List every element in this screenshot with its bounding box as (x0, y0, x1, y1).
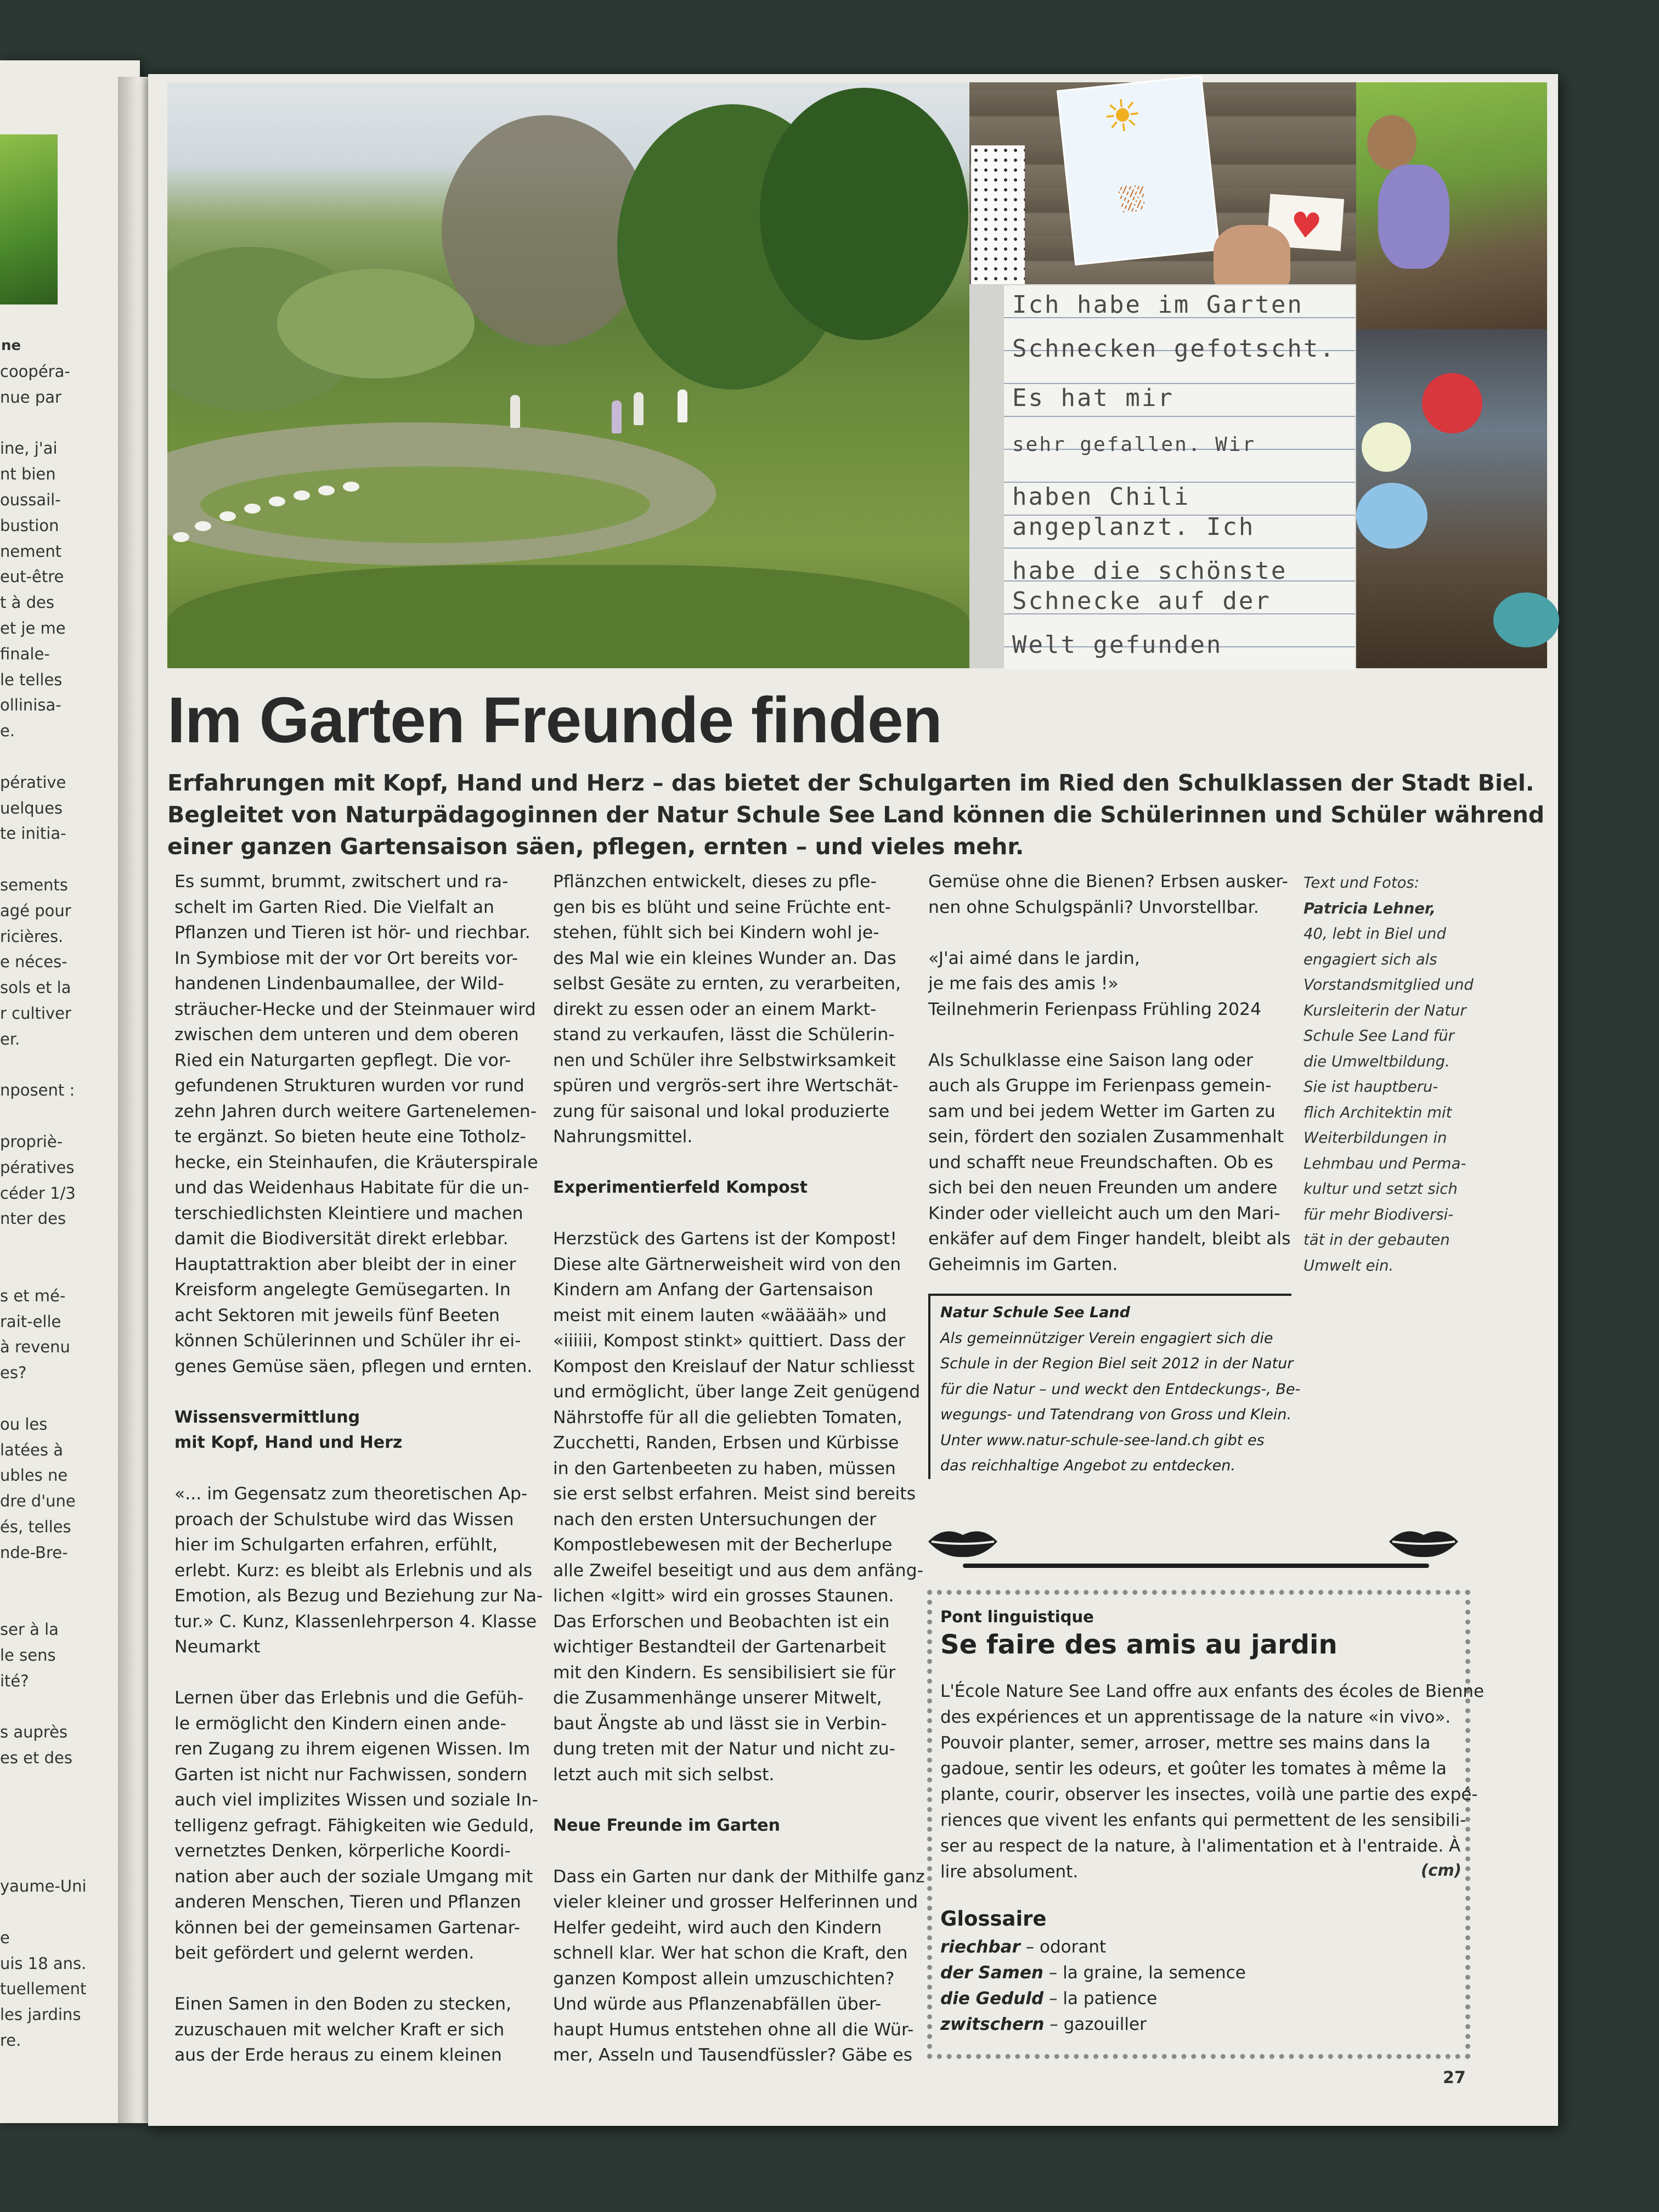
author-name: Patricia Lehner, (1304, 899, 1436, 917)
text-line: flich Architektin mit (1304, 1103, 1452, 1121)
left-page-line: yaume-Uni (0, 1877, 87, 1896)
subhead-kompost: Experimentierfeld Kompost (553, 1178, 808, 1197)
text-line: zuzuschauen mit welcher Kraft er sich (174, 2019, 505, 2040)
text-line: Als Schulklasse eine Saison lang oder (928, 1050, 1254, 1070)
text-line: vernetztes Denken, körperliche Koordi- (174, 1841, 511, 1861)
text-line: sträucher-Hecke und der Steinmauer wird (174, 999, 536, 1019)
glossary-title: Glossaire (940, 1907, 1047, 1931)
text-line: Weiterbildungen in (1304, 1129, 1447, 1147)
glossary-list (940, 1934, 1246, 2038)
organization-infobox (928, 1294, 1301, 1479)
left-page-line: ou les (0, 1414, 48, 1434)
text-line: damit die Biodiversität direkt erlebbar. (174, 1229, 509, 1249)
text-line: zwischen dem unteren und dem oberen (174, 1025, 519, 1045)
text-line: haupt Humus entstehen ohne all die Wür- (553, 2019, 914, 2040)
article-column-3 (928, 869, 1291, 1277)
text-line: schnell klar. Wer hat schon die Kraft, den (553, 1943, 908, 1963)
text-line: und ermöglicht, über lange Zeit genügend (553, 1382, 921, 1402)
text-line: nen und Schüler ihre Selbstwirksamkeit (553, 1050, 896, 1070)
text-line: Teilnehmerin Ferienpass Frühling 2024 (928, 999, 1262, 1019)
left-page-line: s et mé- (0, 1286, 66, 1305)
subhead-neue-freunde: Neue Freunde im Garten (553, 1815, 780, 1835)
lips-right-icon (1388, 1525, 1459, 1559)
text-line: Einen Samen in den Boden zu stecken, (174, 1994, 512, 2014)
text-line: riences que vivent les enfants qui permettent de les sensibili- (940, 1810, 1466, 1830)
watering-can-drawing-icon: ⛆ (1117, 179, 1148, 221)
text-line: nen ohne Schulgspänli? Unvorstellbar. (928, 897, 1259, 917)
text-line: auch viel implizites Wissen und soziale In- (174, 1790, 538, 1810)
left-page-line: pératives (0, 1158, 75, 1177)
left-page-line: propriè- (0, 1132, 63, 1151)
text-line: In Symbiose mit der vor Ort bereits vor- (174, 948, 518, 968)
left-page-line: le sens (0, 1646, 56, 1664)
text-line: dung treten mit der Natur und nicht zu- (553, 1739, 896, 1759)
left-page-line: sols et la (0, 978, 71, 997)
text-line: plante, courir, observer les insectes, voilà une partie des expé- (940, 1785, 1478, 1804)
text-line: spüren und vergrös-sert ihre Wertschät- (553, 1076, 899, 1096)
text-line: können Schülerinnen und Schüler ihr ei- (174, 1331, 521, 1351)
text-line: Unter www.natur-schule-see-land.ch gibt es (940, 1431, 1265, 1449)
text-line: des Mal wie ein kleines Wunder an. Das (553, 948, 896, 968)
text-line: «... im Gegensatz zum theoretischen Ap- (174, 1484, 528, 1504)
text-line: ser au respect de la nature, à l'alimentation et à l'entraide. À (940, 1836, 1461, 1856)
text-line: Dass ein Garten nur dank der Mithilfe ganz (553, 1866, 925, 1887)
text-line: 40, lebt in Biel und (1304, 925, 1446, 943)
left-page-line: latées à (0, 1440, 63, 1459)
left-page-line: nue par (0, 387, 61, 407)
text-line: sein, fördert den sozialen Zusammenhalt (928, 1127, 1284, 1147)
child-gardening-photo (1356, 82, 1547, 329)
left-page-line: ricières. (0, 927, 64, 946)
infobox-text (940, 1326, 1301, 1479)
left-page-line: ine, j'ai (0, 439, 58, 458)
headline: Im Garten Freunde finden (167, 684, 942, 757)
text-line: für die Natur – und weckt den Entdeckungs-, Be- (940, 1380, 1301, 1398)
text-line: Geheimnis im Garten. (928, 1254, 1118, 1274)
text-line: beit gefördert und gelernt werden. (174, 1943, 475, 1963)
heart-icon: ♥ (1289, 205, 1323, 247)
text-line: selbst Gesäte zu ernten, zu verarbeiten, (553, 974, 901, 994)
text-line: baut Ängste ab und lässt sie in Verbin- (553, 1713, 887, 1734)
subhead-wissensvermittlung (174, 1405, 531, 1456)
text-line: mer, Asseln und Tausendfüssler? Gäbe es (553, 2045, 913, 2065)
note-line: Welt gefunden (1012, 631, 1223, 659)
text-line: genes Gemüse säen, pflegen und ernten. (174, 1356, 533, 1376)
text-line: Nährstoffe für all die geliebten Tomaten, (553, 1407, 902, 1427)
text-line: aus der Erde heraus zu einem kleinen (174, 2045, 502, 2065)
text-line: gefundenen Strukturen wurden vor rund (174, 1076, 524, 1096)
col2-paragraph-1 (553, 869, 910, 1150)
left-page-line: nter des (0, 1209, 66, 1228)
left-page-line: pérative (0, 772, 66, 792)
text-line: je me fais des amis !» (928, 974, 1119, 994)
left-page-line: tuellement (0, 1979, 87, 1999)
garden-photo (167, 82, 969, 668)
lead-line: Erfahrungen mit Kopf, Hand und Herz – das bietet der Schulgarten im Ried den Schulklassen der Stadt Biel. (167, 770, 1534, 796)
text-line: kultur und setzt sich (1304, 1180, 1458, 1198)
text-line: nach den ersten Untersuchungen der (553, 1509, 877, 1530)
text-line: Wissensvermittlung (174, 1407, 360, 1427)
text-line: Umwelt ein. (1304, 1256, 1394, 1274)
col2-paragraph-3 (553, 1864, 925, 2068)
text-line: wegungs- und Tatendrang von Gross und Klein. (940, 1406, 1292, 1423)
lead-line: Begleitet von Naturpädagoginnen der Natur Schule See Land können die Schülerinnen und Schüler während (167, 802, 1545, 828)
text-line: mit den Kindern. Es sensibilisiert sie für (553, 1662, 896, 1683)
text-line: le ermöglicht den Kindern einen ande- (174, 1713, 506, 1734)
text-line: Als gemeinnütziger Verein engagiert sich die (940, 1329, 1273, 1347)
col1-paragraph-4 (174, 1991, 531, 2068)
text-line: ren Zugang zu ihrem eigenen Wissen. Im (174, 1739, 531, 1759)
text-line: stand zu verkaufen, lässt die Schülerin- (553, 1025, 895, 1045)
lips-left-icon (927, 1525, 998, 1559)
text-line: für mehr Biodiversi- (1304, 1205, 1454, 1223)
text-line: enkäfer auf dem Finger handelt, bleibt als (928, 1229, 1291, 1249)
left-page-line: eut-être (0, 567, 64, 586)
text-line: und schafft neue Freundschaften. Ob es (928, 1152, 1273, 1172)
text-line: Lehmbau und Perma- (1304, 1154, 1466, 1172)
text-line: «J'ai aimé dans le jardin, (928, 948, 1140, 968)
children-group-photo (1356, 329, 1547, 668)
text-line: te ergänzt. So bieten heute eine Totholz- (174, 1127, 526, 1147)
lead-line: einer ganzen Gartensaison säen, pflegen, ernten – und vieles mehr. (167, 833, 1024, 860)
text-line: Pflänzchen entwickelt, dieses zu pfle- (553, 872, 877, 891)
text-line: Herzstück des Gartens ist der Kompost! (553, 1229, 898, 1249)
text-line: Nahrungsmittel. (553, 1127, 693, 1147)
text-line: zehn Jahren durch weitere Gartenelemen- (174, 1101, 537, 1121)
text-line: Kompost den Kreislauf der Natur schliesst (553, 1356, 915, 1376)
left-page-line: ser à la (0, 1620, 59, 1639)
text-line: zung für saisonal und lokal produzierte (553, 1101, 890, 1121)
note-line: habe die schönste (1012, 557, 1288, 585)
text-line: Hauptattraktion aber bleibt der in einer (174, 1254, 516, 1274)
article-column-1 (174, 869, 543, 2068)
lead-paragraph (167, 767, 1545, 862)
left-page-line: le telles (0, 670, 63, 689)
text-line: Kinder oder vielleicht auch um den Mari- (928, 1203, 1280, 1223)
left-page-line: céder 1/3 (0, 1183, 76, 1203)
text-line: Diese alte Gärtnerweisheit wird von den (553, 1254, 901, 1274)
text-line: Und würde aus Pflanzenabfällen über- (553, 1994, 882, 2014)
glossary-item: der Samen – la graine, la semence (940, 1963, 1246, 1983)
text-line: hier im Schulgarten erfahren, erfühlt, (174, 1535, 498, 1555)
col2-paragraph-2 (553, 1226, 923, 1787)
text-line: erlebt. Kurz: es bleibt als Erlebnis und als (174, 1560, 533, 1581)
pont-title: Se faire des amis au jardin (940, 1629, 1338, 1660)
decorative-rule (963, 1564, 1429, 1568)
left-page-line: rait-elle (0, 1312, 61, 1331)
text-line: schelt im Garten Ried. Die Vielfalt an (174, 897, 494, 917)
left-page-line: e néces- (0, 952, 67, 972)
left-page-line: dre d'une (0, 1492, 76, 1511)
left-page-line: e. (0, 721, 15, 741)
text-line: telligenz gefragt. Fähigkeiten wie Geduld, (174, 1815, 534, 1836)
left-page-line: t à des (0, 593, 54, 612)
text-line: direkt zu essen oder an einem Markt- (553, 999, 877, 1019)
glossary-item: die Geduld – la patience (940, 1989, 1158, 2008)
text-line: Das Erforschen und Beobachten ist ein (553, 1611, 890, 1632)
col3-paragraph-2 (928, 1048, 1291, 1278)
text-line: sie erst selbst erfahren. Meist sind bereits (553, 1484, 916, 1504)
left-page-caption: ne (1, 337, 21, 354)
text-line: Schule in der Region Biel seit 2012 in der Natur (940, 1355, 1294, 1372)
note-line: Schnecken gefotscht. (1012, 335, 1336, 363)
text-line: gadoue, sentir les odeurs, et goûter les tomates à même la (940, 1759, 1447, 1779)
text-line: Kindern am Anfang der Gartensaison (553, 1280, 873, 1300)
text-line: tur.» C. Kunz, Klassenlehrperson 4. Klasse (174, 1611, 537, 1632)
left-page-line: nposent : (0, 1081, 75, 1100)
text-line: mit Kopf, Hand und Herz (174, 1433, 403, 1452)
text-line: Ried ein Naturgarten gepflegt. Die vor- (174, 1050, 511, 1070)
text-line: Garten ist nicht nur Fachwissen, sondern (174, 1764, 528, 1785)
left-page-line: à revenu (0, 1338, 70, 1357)
hand-photo (1214, 225, 1290, 291)
infobox-title: Natur Schule See Land (940, 1304, 1130, 1321)
left-page-line: uis 18 ans. (0, 1954, 87, 1973)
text-line: die Zusammenhänge unserer Mitwelt, (553, 1688, 882, 1708)
left-page-line: r cultiver (0, 1004, 71, 1023)
left-page-line: bustion (0, 516, 59, 535)
left-page-line: te initia- (0, 824, 66, 843)
text-line: stehen, fühlt sich bei Kindern wohl je- (553, 923, 879, 943)
glossary-item: zwitschern – gazouiller (940, 2015, 1147, 2034)
text-line: Sie ist hauptberu- (1304, 1078, 1438, 1096)
text-line: Pflanzen und Tieren ist hör- und riechbar. (174, 923, 531, 943)
left-page-line: uelques (0, 798, 63, 817)
text-line: und das Weidenhaus Habitate für die un- (174, 1178, 529, 1198)
left-page-line: ubles ne (0, 1466, 68, 1485)
page-number: 27 (1443, 2068, 1466, 2087)
left-page-line: sements (0, 876, 68, 894)
left-page-line: és, telles (0, 1517, 71, 1536)
text-line: auch als Gruppe im Ferienpass gemein- (928, 1076, 1272, 1096)
text-line: lire absolument. (940, 1862, 1079, 1882)
text-line: lichen «Igitt» wird ein grosses Staunen. (553, 1586, 894, 1606)
note-line: angeplanzt. Ich (1012, 513, 1255, 541)
note-line: haben Chili (1012, 483, 1190, 511)
note-line: Es hat mir (1012, 384, 1174, 412)
left-page-line: oussail- (0, 490, 61, 509)
text-line: acht Sektoren mit jeweils fünf Beeten (174, 1305, 500, 1325)
text-line: des expériences et un apprentissage de la nature «in vivo». (940, 1707, 1451, 1727)
text-line: die Umweltbildung. (1304, 1052, 1450, 1070)
text-line: alle Zweifel beseitigt und aus dem anfäng- (553, 1560, 923, 1581)
col3-paragraph-1 (928, 869, 1288, 920)
text-line: Neumarkt (174, 1637, 261, 1657)
left-page-line: nt bien (0, 465, 56, 484)
left-page-line: et je me (0, 619, 66, 637)
sun-drawing-icon: ☀ (1100, 88, 1145, 144)
text-line: terschiedlichsten Kleintiere und machen (174, 1203, 523, 1223)
pont-text (940, 1679, 1485, 1885)
left-page-line: nement (0, 541, 62, 561)
left-page-line: ité? (0, 1671, 29, 1690)
pont-kicker: Pont linguistique (940, 1607, 1094, 1626)
text-line: tät in der gebauten (1304, 1231, 1450, 1249)
col1-quote-paragraph (174, 1481, 543, 1660)
text-line: ganzen Kompost allein umzuschichten? (553, 1968, 895, 1989)
author-credits (1304, 870, 1479, 1278)
col1-paragraph-1 (174, 869, 538, 1379)
text-line: Es summt, brummt, zwitschert und ra- (174, 872, 509, 891)
text-line: können bei der gemeinsamen Gartenar- (174, 1917, 521, 1938)
text-line: letzt auch mit sich selbst. (553, 1764, 775, 1785)
note-line: Schnecke auf der (1012, 587, 1271, 615)
dotted-paper (971, 145, 1025, 288)
text-line: nation aber auch der soziale Umgang mit (174, 1866, 533, 1887)
text-line: wichtiger Bestandteil der Gartenarbeit (553, 1637, 886, 1657)
author-bio (1304, 921, 1479, 1278)
text-line: Helfer gedeiht, wird auch den Kindern (553, 1917, 882, 1938)
text-line: Schule See Land für (1304, 1027, 1454, 1045)
text-line: das reichhaltige Angebot zu entdecken. (940, 1457, 1235, 1474)
text-line: vieler kleiner und grosser Helferinnen und (553, 1892, 918, 1912)
col3-quote (928, 946, 1285, 1023)
text-line: Pouvoir planter, semer, arroser, mettre ses mains dans la (940, 1733, 1431, 1753)
note-line: sehr gefallen. Wir (1012, 433, 1256, 456)
text-line: engagiert sich als (1304, 950, 1437, 968)
pont-signature: (cm) (1421, 1861, 1462, 1880)
glossary-item: riechbar – odorant (940, 1937, 1107, 1957)
text-line: anderen Menschen, Tieren und Pflanzen (174, 1892, 521, 1912)
note-line: Ich habe im Garten (1012, 291, 1304, 319)
text-line: L'École Nature See Land offre aux enfants des écoles de Bienne (940, 1681, 1485, 1701)
left-page-photo (0, 134, 58, 304)
text-line: gen bis es blüht und seine Früchte ent- (553, 897, 891, 917)
left-page-line: les jardins (0, 2005, 81, 2024)
left-page-line: ollinisa- (0, 696, 61, 715)
text-line: proach der Schulstube wird das Wissen (174, 1509, 514, 1530)
left-page-line: re. (0, 2031, 21, 2050)
left-page-line: es et des (0, 1748, 72, 1768)
left-page-line: coopéra- (0, 362, 70, 381)
left-page-line: e (0, 1928, 10, 1947)
text-line: in den Gartenbeeten zu haben, müssen (553, 1458, 896, 1479)
text-line: meist mit einem lauten «wääääh» und (553, 1305, 887, 1325)
text-line: Emotion, als Bezug und Beziehung zur Na- (174, 1586, 543, 1606)
text-line: Zucchetti, Randen, Erbsen und Kürbisse (553, 1433, 899, 1453)
text-line: handenen Lindenbaumallee, der Wild- (174, 974, 504, 994)
col1-paragraph-3 (174, 1685, 538, 1966)
text-line: Lernen über das Erlebnis und die Gefüh- (174, 1688, 524, 1708)
text-line: Kompostlebewesen mit der Becherlupe (553, 1535, 893, 1555)
text-line: sam und bei jedem Wetter im Garten zu (928, 1101, 1276, 1121)
article-column-2 (553, 869, 925, 2068)
text-line: Kursleiterin der Natur (1304, 1001, 1466, 1019)
left-page-line: nde-Bre- (0, 1543, 68, 1562)
text-line: «iiiiii, Kompost stinkt» quittiert. Dass der (553, 1331, 905, 1351)
left-page-line: es? (0, 1363, 27, 1383)
text-line: Kreisform angelegte Gemüsegarten. In (174, 1280, 511, 1300)
left-page-line: agé pour (0, 901, 71, 920)
text-line: hecke, ein Steinhaufen, die Kräuterspirale (174, 1152, 538, 1172)
left-page-line: finale- (0, 644, 50, 663)
credits-label: Text und Fotos: (1304, 874, 1420, 891)
text-line: Vorstandsmitglied und (1304, 976, 1474, 994)
left-page-line: er. (0, 1029, 20, 1048)
left-page-line: s auprès (0, 1723, 68, 1742)
text-line: sich bei den neuen Freunden um andere (928, 1178, 1278, 1198)
text-line: Gemüse ohne die Bienen? Erbsen ausker- (928, 872, 1288, 891)
